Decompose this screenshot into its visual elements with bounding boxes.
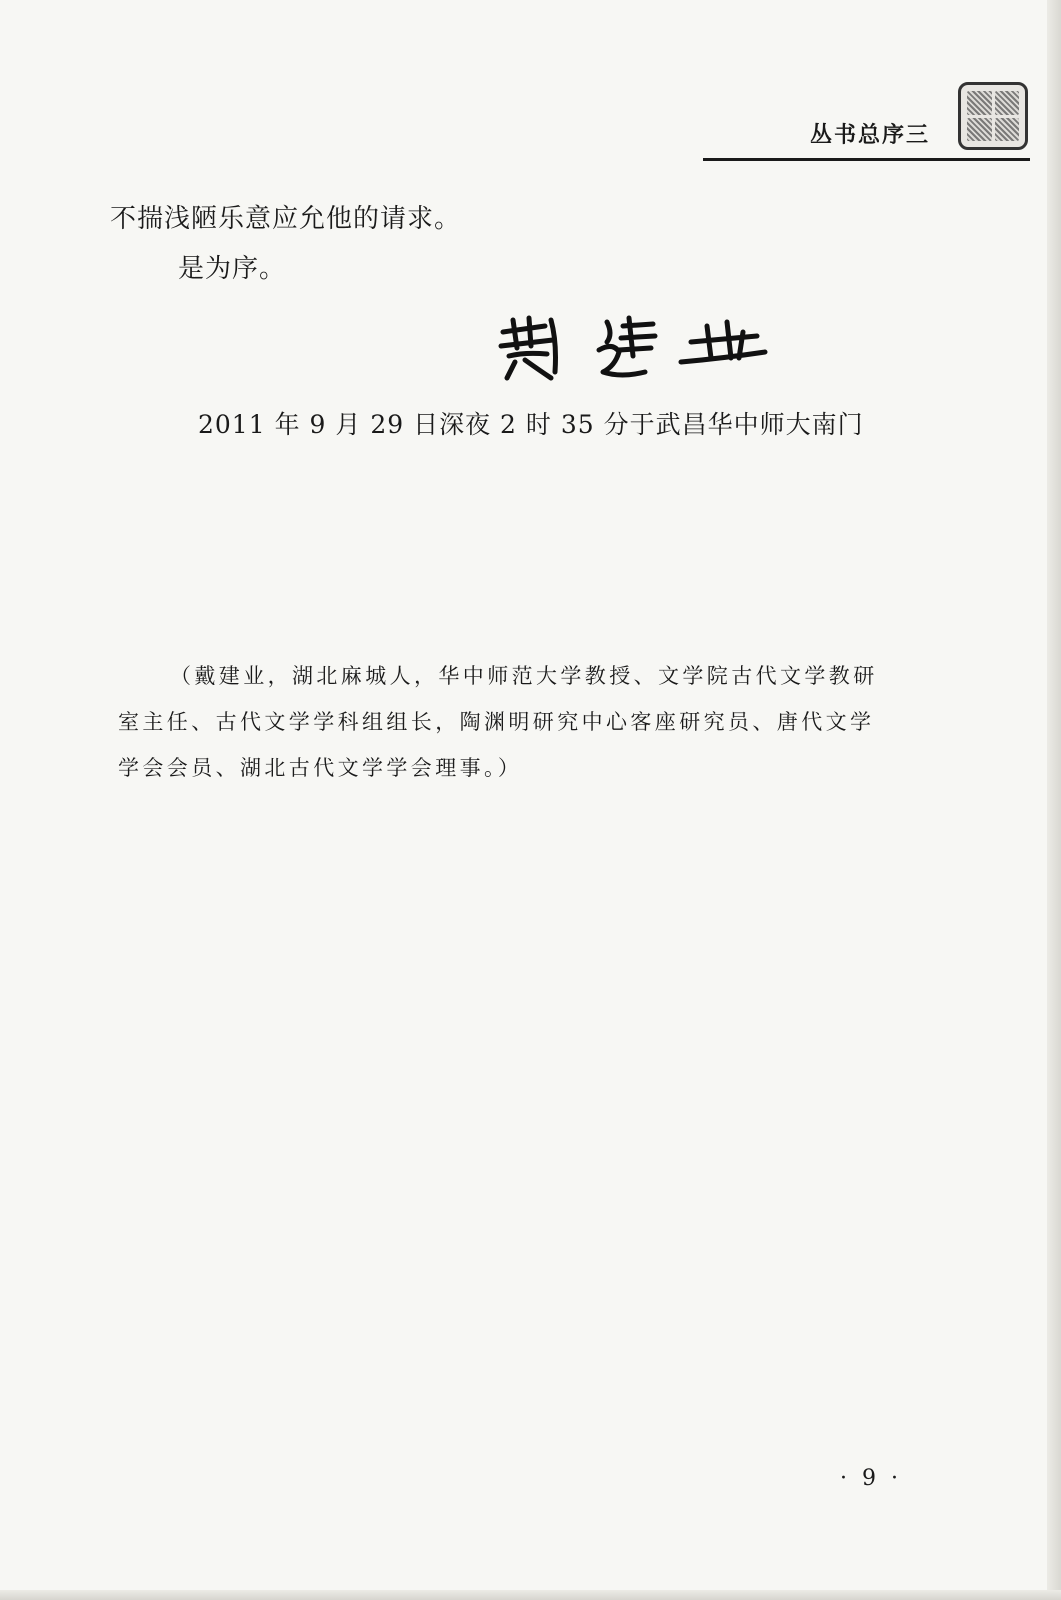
header-rule bbox=[703, 158, 1030, 161]
author-bio-line: （戴建业，湖北麻城人，华中师范大学教授、文学院古代文学教研 bbox=[170, 664, 878, 688]
seal-glyph bbox=[995, 118, 1020, 142]
page-number: · 9 · bbox=[840, 1466, 902, 1491]
seal-glyph bbox=[995, 91, 1020, 115]
series-seal-logo bbox=[958, 82, 1028, 150]
page-edge-right bbox=[1047, 0, 1061, 1600]
dateline: 2011 年 9 月 29 日深夜 2 时 35 分于武昌华中师大南门 bbox=[198, 410, 864, 439]
author-bio-line: 室主任、古代文学学科组组长，陶渊明研究中心客座研究员、唐代文学 bbox=[118, 710, 875, 734]
author-bio-line: 学会会员、湖北古代文学学会理事。） bbox=[118, 756, 523, 780]
running-head-title: 丛书总序三 bbox=[809, 123, 930, 148]
seal-glyph bbox=[967, 91, 992, 115]
body-text-line: 不揣浅陋乐意应允他的请求。 bbox=[110, 204, 462, 234]
handwritten-signature bbox=[495, 312, 775, 382]
body-text-line: 是为序。 bbox=[178, 254, 287, 284]
page-edge-bottom bbox=[0, 1590, 1061, 1600]
seal-glyph bbox=[967, 118, 992, 142]
